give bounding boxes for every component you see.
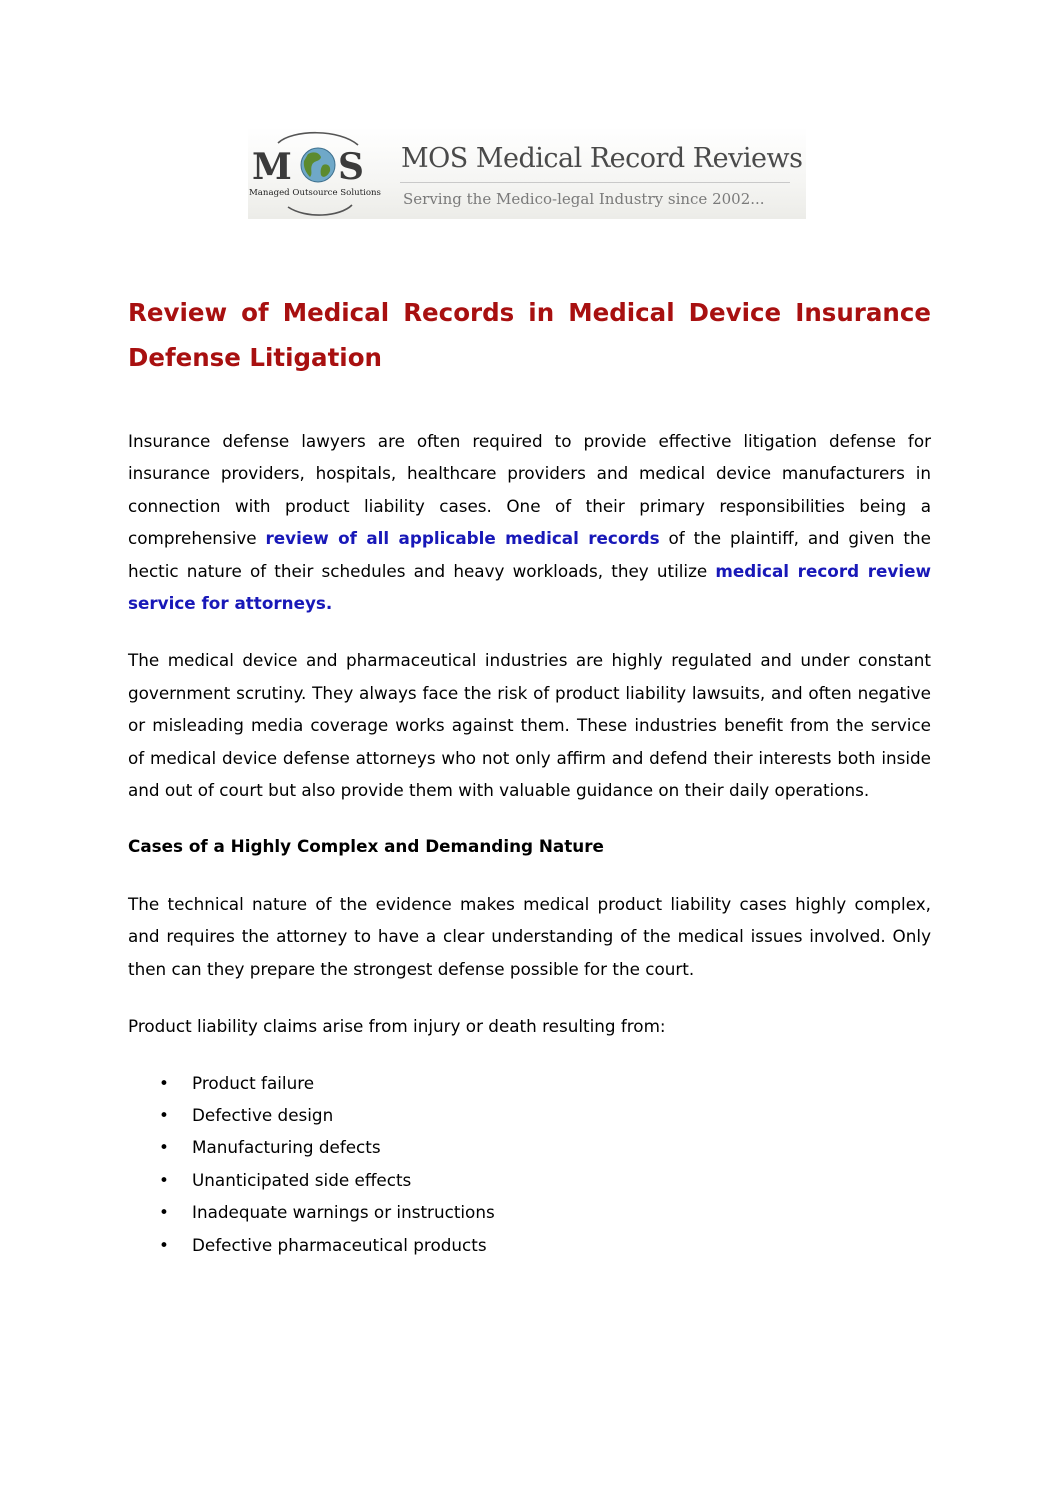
logo-subtitle: Managed Outsource Solutions <box>249 188 381 198</box>
list-item-text: Unanticipated side effects <box>192 1169 412 1190</box>
industry-paragraph: The medical device and pharmaceutical industries are highly regulated and under constant government scrutiny. They always face the risk of product liability lawsuits, and often negative or misleading media coverage works against them. These industries benefit from the service of medical device defense attorneys who not only affirm and defend their interests both inside and out of court but also provide them with valuable guidance on their daily operations. <box>128 650 931 801</box>
intro-paragraph <box>128 425 931 619</box>
list-item-text: Product failure <box>192 1072 315 1093</box>
bullet-icon: • <box>159 1137 169 1158</box>
bullet-icon: • <box>159 1234 169 1255</box>
attorney-review-service-link[interactable]: medical record review service for attorneys. <box>128 560 931 614</box>
list-item <box>128 1131 931 1163</box>
brand-tagline: Serving the Medico-legal Industry since 2002... <box>403 190 765 208</box>
list-item <box>128 1229 931 1261</box>
logo-letter-s: S <box>338 146 364 188</box>
list-item-text: Defective design <box>192 1104 334 1125</box>
bullet-icon: • <box>159 1104 169 1125</box>
medical-records-review-link[interactable]: review of all applicable medical records <box>265 528 660 549</box>
bullet-icon: • <box>159 1202 169 1223</box>
section-heading: Cases of a Highly Complex and Demanding Nature <box>128 836 604 857</box>
bullet-icon: • <box>159 1072 169 1093</box>
list-item-text: Inadequate warnings or instructions <box>192 1202 495 1223</box>
article-title: Review of Medical Records in Medical Device Insurance Defense Litigation <box>128 298 931 372</box>
globe-icon <box>301 148 335 182</box>
claims-list <box>128 1067 931 1261</box>
complexity-paragraph: The technical nature of the evidence makes medical product liability cases highly complex, and requires the attorney to have a clear understanding of the medical issues involved. Only then can they prepare the strongest defense possible for the court. <box>128 893 931 979</box>
banner-divider <box>400 182 790 183</box>
list-item <box>128 1067 931 1099</box>
bullet-icon: • <box>159 1169 169 1190</box>
list-item <box>128 1164 931 1196</box>
list-item <box>128 1196 931 1228</box>
list-item-text: Defective pharmaceutical products <box>192 1234 487 1255</box>
intro-text-2: of the plaintiff, and given the hectic nature of their schedules and heavy workloads, they utilize <box>128 528 931 581</box>
intro-text-1: Insurance defense lawyers are often required to provide effective litigation defense for insurance providers, hospitals, healthcare providers and medical device manufacturers in connection with product liability cases. One of their primary responsibilities being a comprehensive <box>128 431 931 549</box>
logo-letter-m: M <box>252 146 292 188</box>
claims-intro-paragraph: Product liability claims arise from injury or death resulting from: <box>128 1016 666 1037</box>
list-item-text: Manufacturing defects <box>192 1137 381 1158</box>
header-banner <box>248 127 806 219</box>
company-logo <box>248 127 383 219</box>
article-body <box>128 290 931 1261</box>
list-item <box>128 1099 931 1131</box>
brand-name: MOS Medical Record Reviews <box>401 143 803 174</box>
